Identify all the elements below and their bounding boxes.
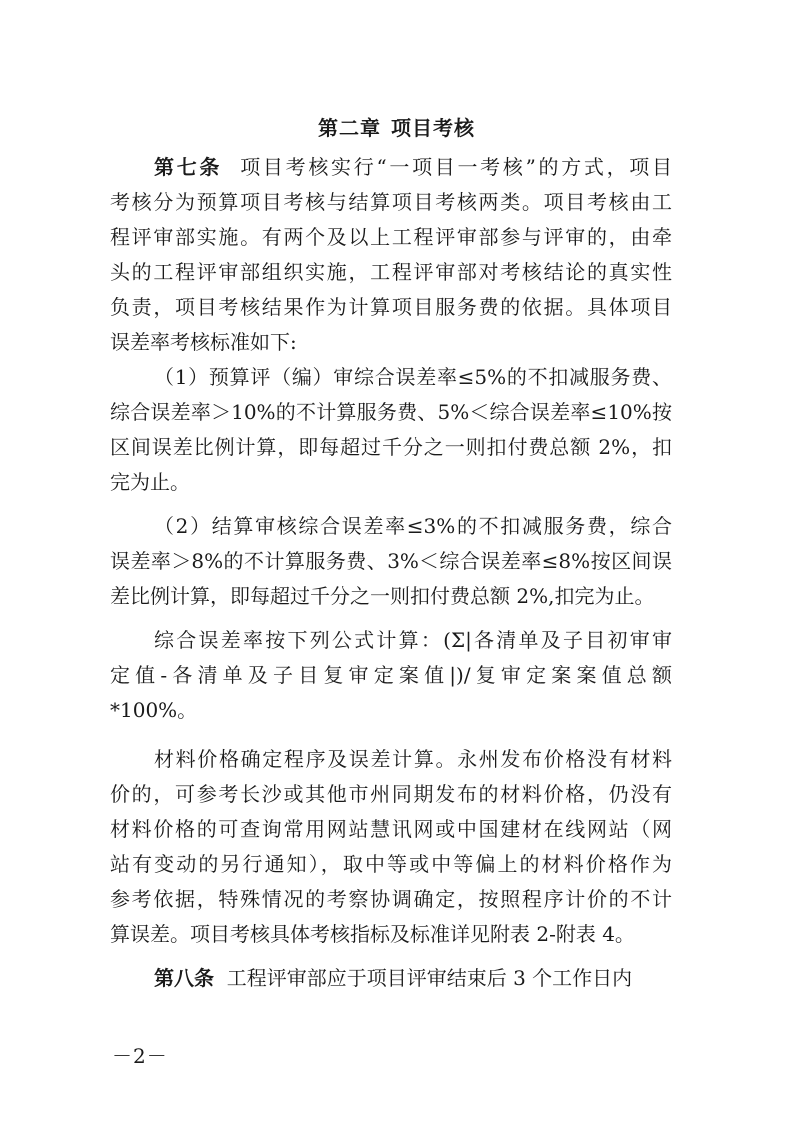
document-body	[110, 150, 672, 996]
materials-paragraph	[110, 742, 672, 952]
paragraph-line: 价的，可参考长沙或其他市州同期发布的材料价格，仍没有	[110, 782, 672, 806]
paragraph-line: 头的工程评审部组织实施，工程评审部对考核结论的真实性	[110, 260, 672, 284]
paragraph-line: （1）预算评（编）审综合误差率≤5%的不扣减服务费、	[154, 365, 672, 389]
paragraph-line: 第八条 工程评审部应于项目评审结束后 3 个工作日内	[154, 966, 633, 990]
paragraph-line: 综合误差率按下列公式计算：(Σ|各清单及子目初审审	[154, 628, 672, 652]
formula-paragraph	[110, 623, 672, 728]
page-number: －2－	[112, 1044, 168, 1068]
paragraph-line: 参考依据，特殊情况的考察协调确定，按照程序计价的不计	[110, 887, 672, 911]
article-7-label: 第七条	[154, 155, 223, 179]
paragraph-line: 误差率考核标准如下:	[110, 330, 297, 354]
paragraph-line: *100%。	[110, 698, 198, 722]
paragraph-line: 程评审部实施。有两个及以上工程评审部参与评审的，由牵	[110, 225, 672, 249]
chapter-title: 项目考核	[391, 116, 475, 140]
article-8-label: 第八条	[154, 966, 214, 990]
paragraph-line: 材料价格的可查询常用网站慧讯网或中国建材在线网站（网	[110, 817, 672, 841]
paragraph-line: 材料价格确定程序及误差计算。永州发布价格没有材料	[154, 747, 672, 771]
paragraph-line: 负责，项目考核结果作为计算项目服务费的依据。具体项目	[110, 295, 672, 319]
item-1	[110, 360, 672, 500]
chapter-number: 第二章	[318, 116, 381, 140]
paragraph-line: 考核分为预算项目考核与结算项目考核两类。项目考核由工	[110, 190, 672, 214]
paragraph-line: 算误差。项目考核具体考核指标及标准详见附表 2-附表 4。	[110, 922, 635, 946]
paragraph-line: 差比例计算，即每超过千分之一则扣付费总额 2%,扣完为止。	[110, 584, 655, 608]
paragraph-line: 完为止。	[110, 470, 190, 494]
chapter-heading	[0, 114, 793, 142]
paragraph-line: 区间误差比例计算，即每超过千分之一则扣付费总额 2%，扣	[110, 435, 672, 459]
paragraph-line: 站有变动的另行通知），取中等或中等偏上的材料价格作为	[110, 852, 672, 876]
paragraph-line: 第七条 项目考核实行“一项目一考核”的方式，项目	[154, 155, 673, 179]
item-2	[110, 509, 672, 614]
paragraph-line: 综合误差率＞10%的不计算服务费、5%＜综合误差率≤10%按	[110, 400, 672, 424]
paragraph-line: 误差率＞8%的不计算服务费、3%＜综合误差率≤8%按区间误	[110, 549, 672, 573]
paragraph-line: （2）结算审核综合误差率≤3%的不扣减服务费，综合	[154, 514, 672, 538]
article-7	[110, 150, 672, 360]
paragraph-line: 定值-各清单及子目复审定案值|)/复审定案案值总额	[110, 663, 672, 687]
article-8	[110, 961, 672, 996]
